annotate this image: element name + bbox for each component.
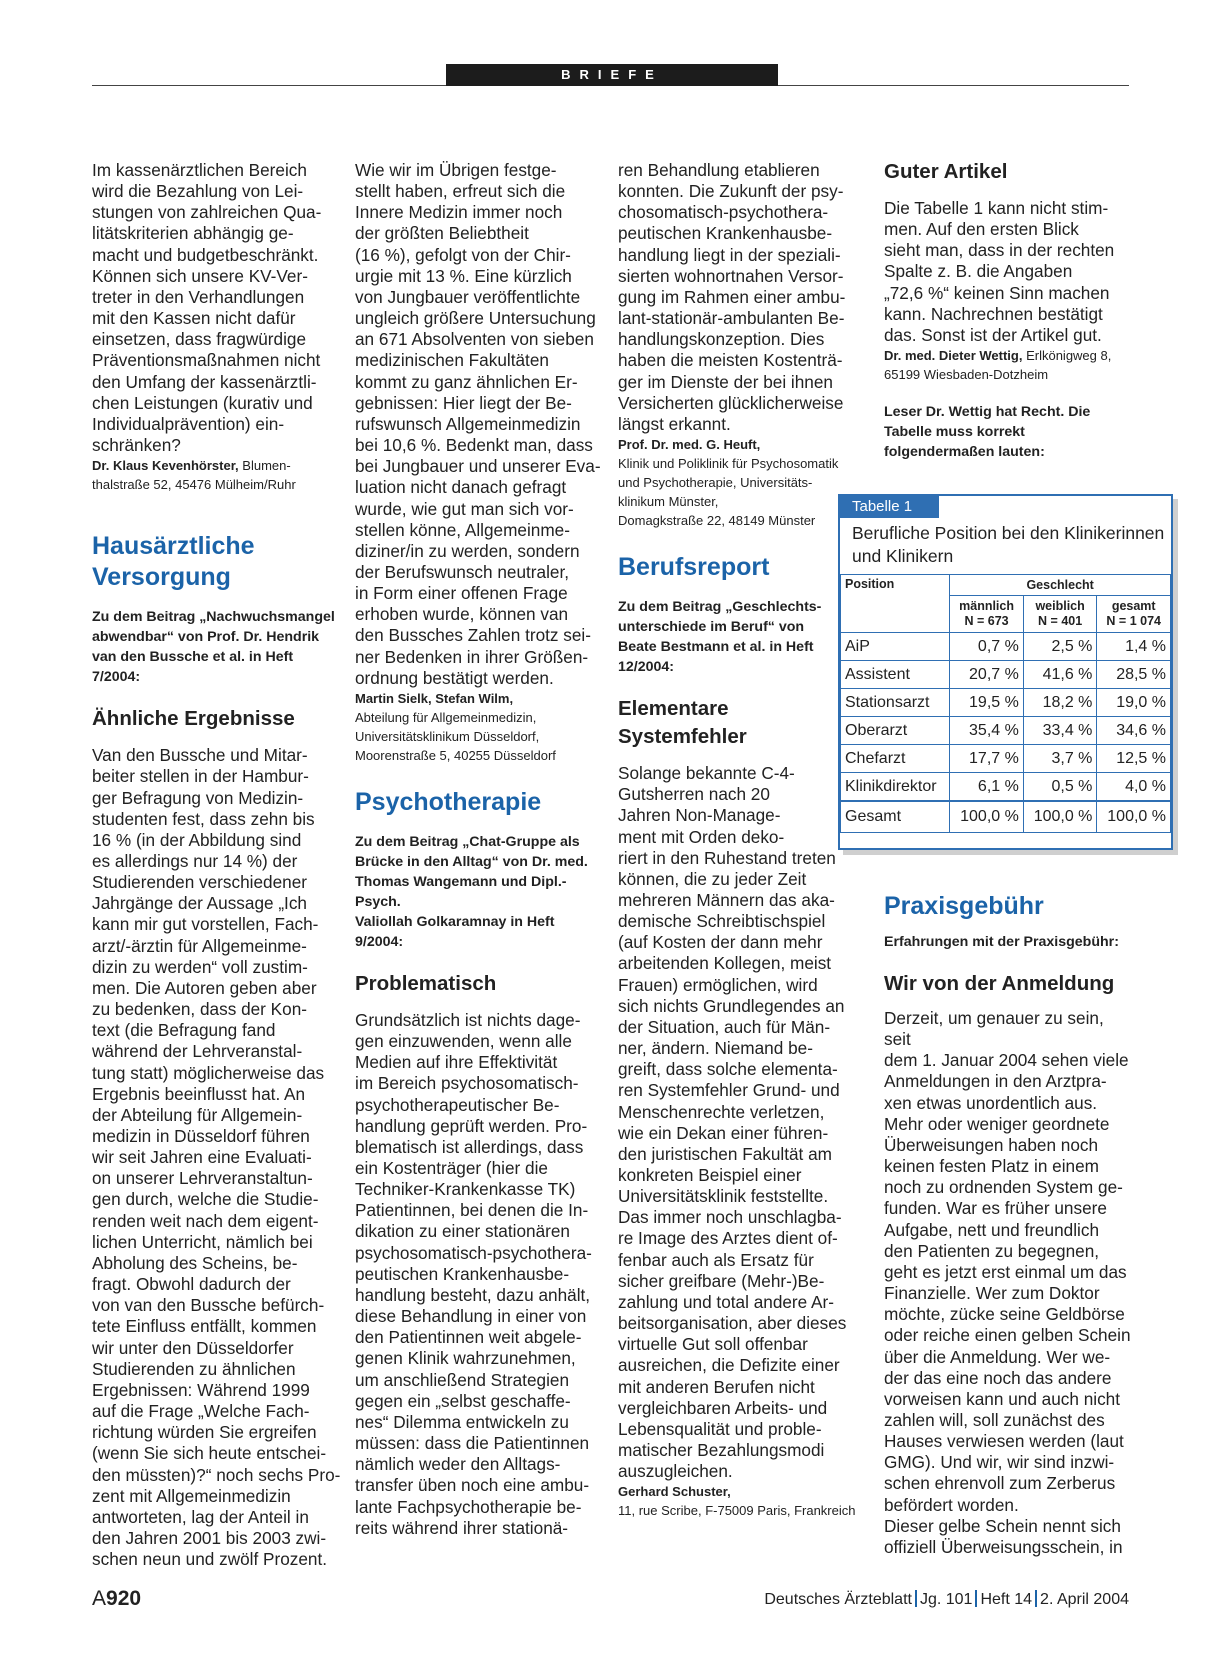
page-number: A920 (92, 1587, 142, 1610)
text-line: ein Kostenträger (hier die (355, 1158, 548, 1178)
letter-body-text (355, 1010, 610, 1539)
letter-body-text (618, 160, 868, 435)
text-line: Grundsätzlich ist nichts dage- (355, 1009, 581, 1030)
table-cell: 1,4 % (1097, 633, 1171, 661)
text-line: oder reiche einen gelben Schein (884, 1325, 1131, 1346)
text-line: unterschiede im Beruf“ von (618, 619, 805, 636)
signature-heuft: Prof. Dr. med. G. Heuft, (618, 437, 761, 453)
text-line: Solange bekannte C-4- (618, 763, 795, 784)
editorial-note (884, 402, 1134, 462)
text-line: kann. Nachrechnen bestätigt (884, 303, 1103, 324)
text-line: chosomatisch-psychothera- (618, 202, 829, 223)
table-head-male: männlich N = 673 (950, 596, 1024, 633)
text-line: Van den Bussche und Mitar- (92, 745, 308, 766)
text-line: schen ehrenvoll zum Zerberus (884, 1473, 1116, 1494)
table-row (841, 633, 1171, 661)
text-line: 9/2004: (355, 933, 404, 950)
text-line: rufswunsch Allgemeinmedizin (355, 413, 581, 434)
table-cell: 28,5 % (1097, 661, 1171, 689)
column-1 (92, 160, 342, 1570)
heading-psychotherapie: Psychotherapie (355, 787, 542, 816)
text-line: Anmeldungen in den Arztpra- (884, 1071, 1107, 1092)
text-line: men. Die Autoren geben aber (92, 977, 317, 998)
text-line: auszugleichen. (618, 1461, 733, 1482)
text-line: der das eine noch das andere (884, 1367, 1112, 1388)
text-line: wird die Bezahlung von Lei- (92, 181, 304, 202)
text-line: und Psychotherapie, Universitäts- (618, 475, 813, 491)
subheading-elementare-systemfehler (618, 695, 868, 751)
text-line: ner, ändern. Niemand be- (618, 1038, 813, 1059)
text-line: noch zu ordnenden System ge- (884, 1177, 1123, 1198)
text-line: arzt/-ärztin für Allgemeinme- (92, 935, 307, 956)
table-cell: 41,6 % (1023, 661, 1097, 689)
text-line: fragt. Obwohl dadurch der (92, 1274, 291, 1295)
text-line: den Patientinnen weit abgele- (355, 1327, 582, 1348)
text-line: van den Bussche et al. in Heft 7/2004: (92, 649, 294, 686)
text-line: mit anderen Berufen nicht (618, 1376, 815, 1397)
table-title: Berufliche Position bei den Klinikerinnen und Klinikern (852, 523, 1165, 566)
text-line: gebnissen: Hier liegt der Be- (355, 392, 572, 413)
table-head-position: Position (841, 575, 950, 633)
text-line: Moorenstraße 5, 40255 Düsseldorf (355, 747, 556, 763)
text-line: stungen von zahlreichen Qua- (92, 202, 322, 223)
text-line: ordnung bestätigt werden. (355, 667, 554, 688)
letter-intro-text (92, 160, 342, 456)
text-line: Abholung des Scheins, be- (92, 1252, 298, 1273)
text-line: kommt zu ganz ähnlichen Er- (355, 371, 578, 392)
text-line: peutischen Krankenhausbe- (618, 223, 833, 244)
text-line: beiter stellen in der Hambur- (92, 766, 309, 787)
text-line: mit den Kassen nicht dafür (92, 308, 296, 329)
text-line: Medien auf ihre Effektivität (355, 1052, 558, 1073)
table-cell: 3,7 % (1023, 745, 1097, 773)
text-line: handlung liegt in der speziali- (618, 244, 841, 265)
text-line: Studierenden verschiedener (92, 872, 307, 893)
text-line: über die Anmeldung. Wer we- (884, 1346, 1111, 1367)
text-line: nämlich weder den Alltags- (355, 1454, 561, 1475)
text-line: der größten Beliebtheit (355, 223, 529, 244)
table-cell: AiP (841, 633, 950, 661)
table-cell: 12,5 % (1097, 745, 1171, 773)
text-line: psychotherapeutischer Be- (355, 1094, 560, 1115)
text-line: den Jahren 2001 bis 2003 zwi- (92, 1527, 327, 1548)
text-line: Thomas Wangemann und Dipl.-Psych. (355, 873, 567, 910)
table-row (841, 745, 1171, 773)
table-cell: 19,0 % (1097, 689, 1171, 717)
text-line: text (die Befragung fand (92, 1020, 276, 1041)
text-line: möchte, zücke seine Geldbörse (884, 1304, 1125, 1325)
text-line: (wenn Sie sich heute entschei- (92, 1443, 327, 1464)
text-line: Ergebnissen: Während 1999 (92, 1379, 310, 1400)
text-line: Menschenrechte verletzen, (618, 1101, 825, 1122)
text-line: sieht man, dass in der rechten (884, 240, 1115, 261)
text-line: Systemfehler (618, 725, 747, 749)
text-line: handlungskonzeption. Dies (618, 329, 825, 350)
text-line: ner Bedenken in ihrer Größen- (355, 646, 589, 667)
table-cell: 2,5 % (1023, 633, 1097, 661)
text-line: „72,6 %“ keinen Sinn machen (884, 282, 1110, 303)
text-line: mehreren Männern das aka- (618, 889, 835, 910)
text-line: on unserer Lehrveranstaltun- (92, 1168, 313, 1189)
text-line: 12/2004: (618, 659, 675, 676)
text-line: vergleichbaren Arbeits- und (618, 1397, 828, 1418)
text-line: handlung geprüft werden. Pro- (355, 1115, 588, 1136)
text-line: den Umfang der kassenärztli- (92, 371, 317, 392)
text-line: ren Behandlung etablieren (618, 160, 820, 180)
heading-berufsreport: Berufsreport (618, 553, 770, 582)
text-line: gen durch, welche die Studie- (92, 1189, 319, 1210)
text-line: Zu dem Beitrag „Geschlechts- (618, 599, 822, 616)
text-line: Beate Bestmann et al. in Heft (618, 639, 814, 656)
table-cell: 100,0 % (950, 801, 1024, 833)
text-line: Universitätsklinikum Düsseldorf, (355, 728, 540, 744)
text-line: einsetzen, dass fragwürdige (92, 329, 307, 350)
table-cell: 0,7 % (950, 633, 1024, 661)
text-line: wir seit Jahren eine Evaluati- (92, 1147, 312, 1168)
text-line: psychosomatisch-psychothera- (355, 1242, 592, 1263)
table-cell: 35,4 % (950, 717, 1024, 745)
subheading-wir-von-der-anmeldung: Wir von der Anmeldung (884, 972, 1115, 995)
text-line: renden weit nach dem eigent- (92, 1210, 319, 1231)
text-line: bei 10,6 %. Bedenkt man, dass (355, 435, 593, 456)
table-cell: Klinikdirektor (841, 773, 950, 802)
article-reference: Erfahrungen mit der Praxisgebühr: (884, 934, 1119, 950)
subheading-aehnliche-ergebnisse: Ähnliche Ergebnisse (92, 707, 295, 731)
text-line: greift, dass solche elementa- (618, 1059, 838, 1080)
text-line: ausreichen, die Defizite einer (618, 1355, 840, 1376)
text-line: Domagkstraße 22, 48149 Münster (618, 513, 816, 529)
letter-body-text (884, 1008, 1134, 1558)
text-line: abwendbar“ von Prof. Dr. Hendrik (92, 629, 320, 646)
text-line: gegen ein „selbst geschaffe- (355, 1390, 571, 1411)
text-line: zahlen will, soll zunächst des (884, 1409, 1105, 1430)
text-line: tung statt) möglicherweise das (92, 1062, 325, 1083)
text-line: Mehr oder weniger geordnete (884, 1113, 1110, 1134)
signature-address (355, 708, 610, 765)
text-line: von van den Bussche befürch- (92, 1295, 325, 1316)
table-row-total (841, 801, 1171, 833)
text-line: zahlung und total andere Ar- (618, 1291, 834, 1312)
column-4 (884, 158, 1134, 462)
text-line: von Jungbauer veröffentlichte (355, 286, 581, 307)
text-line: diese Behandlung in einer von (355, 1306, 587, 1327)
text-line: zent mit Allgemeinmedizin (92, 1485, 291, 1506)
text-line: men. Auf den ersten Blick (884, 219, 1079, 240)
text-line: beitsorganisation, aber dieses (618, 1313, 847, 1334)
text-line: gung im Rahmen einer ambu- (618, 286, 846, 307)
table-row (841, 773, 1171, 802)
text-line: konnten. Die Zukunft der psy- (618, 181, 844, 202)
text-line: re Image des Arztes dient of- (618, 1228, 838, 1249)
text-line: während der Lehrveranstal- (92, 1041, 303, 1062)
text-line: der Abteilung für Allgemein- (92, 1104, 303, 1125)
text-line: Studierenden zu ähnlichen (92, 1358, 296, 1379)
signature-address (618, 454, 868, 530)
subheading-problematisch: Problematisch (355, 971, 497, 995)
text-line: sicher greifbare (Mehr-)Be- (618, 1270, 825, 1291)
text-line: matischer Bezahlungsmodi (618, 1440, 825, 1461)
text-line: Jahrgänge der Aussage „Ich (92, 893, 307, 914)
text-line: im Bereich psychosomatisch- (355, 1073, 579, 1094)
table-head-female: weiblich N = 401 (1023, 596, 1097, 633)
text-line: Individualprävention) ein- (92, 413, 285, 434)
table-head-total: gesamt N = 1 074 (1097, 596, 1171, 633)
table-cell: 4,0 % (1097, 773, 1171, 802)
text-line: (auf Kosten der dann mehr (618, 932, 823, 953)
table-head-group: Geschlecht (950, 575, 1171, 596)
text-line: wie ein Dekan einer führen- (618, 1122, 829, 1143)
text-line: urgie mit 13 %. Eine kürzlich (355, 265, 572, 286)
text-line: Überweisungen haben noch (884, 1134, 1099, 1155)
text-line: es allerdings nur 14 %) der (92, 850, 298, 871)
text-line: funden. War es früher unsere (884, 1198, 1107, 1219)
text-line: Die Tabelle 1 kann nicht stim- (884, 198, 1109, 218)
text-line: sierten wohnortnahen Versor- (618, 265, 844, 286)
text-line: stellen könne, Allgemeinme- (355, 519, 570, 540)
table-cell: Oberarzt (841, 717, 950, 745)
table-cell: Assistent (841, 661, 950, 689)
text-line: Hauses verwiesen werden (laut (884, 1431, 1124, 1452)
text-line: den Bussches Zahlen trotz sei- (355, 625, 591, 646)
text-line: den müssten)?“ noch sechs Pro- (92, 1464, 341, 1485)
letter-body-text (355, 160, 610, 689)
journal-info: Deutsches Ärzteblatt Jg. 101 Heft 14 2. April 2004 (764, 1591, 1129, 1608)
text-line: dem 1. Januar 2004 sehen viele (884, 1050, 1129, 1071)
text-line: zu bedenken, dass der Kon- (92, 999, 307, 1020)
text-line: wurde, wie gut man sich vor- (355, 498, 574, 519)
text-line: virtuelle Gut soll offenbar (618, 1334, 808, 1355)
text-line: Innere Medizin immer noch (355, 202, 563, 223)
text-line: Lebensqualität und proble- (618, 1418, 822, 1439)
text-line: Derzeit, um genauer zu sein, seit (884, 1008, 1104, 1050)
text-line: Können sich unsere KV-Ver- (92, 265, 308, 286)
heading-hausaerztliche-versorgung: Hausärztliche Versorgung (92, 532, 255, 592)
table-cell: 6,1 % (950, 773, 1024, 802)
text-line: auf die Frage „Welche Fach- (92, 1401, 310, 1422)
table-cell: Gesamt (841, 801, 950, 833)
text-line: erhoben wurde, können van (355, 604, 569, 625)
text-line: Tabelle muss korrekt (884, 424, 1025, 441)
text-line: 16 % (in der Abbildung sind (92, 829, 302, 850)
article-reference (92, 607, 342, 687)
text-line: Präventionsmaßnahmen nicht (92, 350, 321, 371)
column-3 (618, 160, 868, 1520)
text-line: der Berufswunsch neutraler, (355, 561, 570, 582)
text-line: den Patienten zu begegnen, (884, 1240, 1100, 1261)
text-line: studenten fest, dass zehn bis (92, 808, 315, 829)
letter-body-text (92, 745, 342, 1570)
text-line: um anschließend Strategien (355, 1369, 570, 1390)
text-line: Zu dem Beitrag „Nachwuchsmangel (92, 609, 335, 626)
column-4-lower (884, 891, 1134, 1558)
text-line: chen Leistungen (kurativ und (92, 392, 313, 413)
text-line: xen etwas unordentlich aus. (884, 1092, 1098, 1113)
table-row (841, 661, 1171, 689)
text-line: Brücke in den Alltag“ von Dr. med. (355, 853, 588, 870)
text-line: vorweisen kann und auch nicht (884, 1388, 1121, 1409)
text-line: ren Systemfehler Grund- und (618, 1080, 840, 1101)
text-line: Das immer noch unschlagba- (618, 1207, 842, 1228)
text-line: (16 %), gefolgt von der Chir- (355, 244, 571, 265)
text-line: richtung würden Sie ergreifen (92, 1422, 317, 1443)
text-line: Elementare (618, 697, 729, 721)
text-line: ger Befragung von Medizin- (92, 787, 304, 808)
table-row (841, 717, 1171, 745)
text-line: gen einzuwenden, wenn alle (355, 1031, 572, 1052)
text-line: Universitätsklinik feststellte. (618, 1186, 829, 1207)
text-line: ungleich größere Untersuchung (355, 308, 596, 329)
text-line: keinen festen Platz in einem (884, 1156, 1099, 1177)
text-line: peutischen Krankenhausbe- (355, 1263, 570, 1284)
table-cell: 33,4 % (1023, 717, 1097, 745)
text-line: den juristischen Fakultät am (618, 1143, 832, 1164)
heading-praxisgebuehr: Praxisgebühr (884, 892, 1044, 920)
text-line: ger im Dienste der bei ihnen (618, 371, 833, 392)
text-line: schen neun und zwölf Prozent. (92, 1549, 328, 1570)
table-label: Tabelle 1 (840, 496, 939, 518)
table-cell: 17,7 % (950, 745, 1024, 773)
text-line: in Form einer offenen Frage (355, 583, 568, 604)
column-2 (355, 160, 610, 1539)
text-line: an 671 Absolventen von sieben (355, 329, 594, 350)
text-line: antworteten, lag der Anteil in (92, 1506, 309, 1527)
table-cell: Stationsarzt (841, 689, 950, 717)
article-reference (618, 597, 868, 677)
subheading-guter-artikel: Guter Artikel (884, 160, 1008, 183)
text-line: schränken? (92, 435, 181, 456)
text-line: stellt haben, erfreut sich die (355, 181, 566, 202)
text-line: Aufgabe, nett und freundlich (884, 1219, 1100, 1240)
text-line: Finanzielle. Wer zum Doktor (884, 1283, 1100, 1304)
text-line: haben die meisten Kostenträ- (618, 350, 843, 371)
text-line: Jahren Non-Manage- (618, 805, 781, 826)
text-line: Dieser gelbe Schein nennt sich (884, 1515, 1121, 1536)
text-line: Leser Dr. Wettig hat Recht. Die (884, 404, 1091, 421)
text-line: längst erkannt. (618, 413, 731, 434)
text-line: medizinischen Fakultäten (355, 350, 549, 371)
text-line: dikation zu einer stationären (355, 1221, 570, 1242)
signature-wettig: Dr. med. Dieter Wettig, Erlkönigweg 8, 65199 Wiesbaden-Dotzheim (884, 348, 1112, 383)
text-line: Zu dem Beitrag „Chat-Gruppe als (355, 833, 580, 850)
table-cell: Chefarzt (841, 745, 950, 773)
text-line: dizin zu werden“ voll zustim- (92, 956, 308, 977)
text-line: ment mit Orden deko- (618, 826, 785, 847)
text-line: wir unter den Düsseldorfer (92, 1337, 294, 1358)
text-line: befördert worden. (884, 1494, 1019, 1515)
text-line: luation nicht danach gefragt (355, 477, 567, 498)
text-line: Im kassenärztlichen Bereich (92, 160, 307, 180)
text-line: litätskriterien abhängig ge- (92, 223, 294, 244)
letter-body-text (884, 198, 1134, 346)
text-line: Versicherten glücklicherweise (618, 392, 844, 413)
signature-sielk-wilm: Martin Sielk, Stefan Wilm, (355, 690, 514, 706)
text-line: reits während ihrer stationä- (355, 1517, 569, 1538)
text-line: bei Jungbauer und unserer Eva- (355, 456, 601, 477)
text-line: macht und budgetbeschränkt. (92, 244, 319, 265)
text-line: tete Einfluss entfällt, kommen (92, 1316, 317, 1337)
text-line: lante Fachpsychotherapie be- (355, 1496, 582, 1517)
table-cell: 100,0 % (1023, 801, 1097, 833)
letter-body-text (618, 763, 868, 1482)
text-line: lant-stationär-ambulanten Be- (618, 308, 845, 329)
table-cell: 19,5 % (950, 689, 1024, 717)
text-line: demische Schreibtischspiel (618, 911, 826, 932)
text-line: nes“ Dilemma entwickeln zu (355, 1411, 569, 1432)
table-1 (838, 494, 1173, 850)
text-line: Spalte z. B. die Angaben (884, 261, 1073, 282)
text-line: kann mir gut vorstellen, Fach- (92, 914, 319, 935)
text-line: Ergebnis beeinflusst hat. An (92, 1083, 306, 1104)
text-line: Gutsherren nach 20 (618, 784, 770, 805)
text-line: folgendermaßen lauten: (884, 444, 1045, 461)
text-line: konkreten Beispiel einer (618, 1165, 802, 1185)
table-cell: 34,6 % (1097, 717, 1171, 745)
text-line: genen Klinik wahrzunehmen, (355, 1348, 576, 1369)
text-line: GMG). Und wir, wir sind inzwi- (884, 1452, 1115, 1473)
text-line: lichen Unterricht, nämlich bei (92, 1231, 313, 1252)
text-line: riert in den Ruhestand treten (618, 847, 836, 868)
text-line: Frauen) ermöglichen, wird (618, 974, 818, 995)
text-line: Wie wir im Übrigen festge- (355, 160, 557, 180)
table-cell: 20,7 % (950, 661, 1024, 689)
text-line: sich nichts Grundlegendes an (618, 995, 845, 1016)
table-cell: 100,0 % (1097, 801, 1171, 833)
table-data (840, 574, 1171, 833)
text-line: können, die zu jeder Zeit (618, 868, 807, 889)
table-row (841, 689, 1171, 717)
text-line: arbeitenden Kollegen, meist (618, 953, 832, 974)
table-cell: 0,5 % (1023, 773, 1097, 802)
article-reference (355, 832, 610, 952)
text-line: Patientinnen, bei denen die In- (355, 1200, 589, 1221)
signature-kevenhoerster: Dr. Klaus Kevenhörster, Blumen- thalstraße 52, 45476 Mülheim/Ruhr (92, 458, 296, 493)
text-line: treter in den Verhandlungen (92, 286, 305, 307)
signature-schuster: Gerhard Schuster, 11, rue Scribe, F-75009 Paris, Frankreich (618, 1484, 856, 1519)
text-line: müssen: dass die Patientinnen (355, 1433, 590, 1454)
text-line: blematisch ist allerdings, dass (355, 1136, 584, 1157)
text-line: handlung besteht, dazu anhält, (355, 1284, 591, 1305)
text-line: das. Sonst ist der Artikel gut. (884, 324, 1102, 345)
text-line: Abteilung für Allgemeinmedizin, (355, 709, 537, 725)
text-line: offiziell Überweisungsschein, in (884, 1536, 1123, 1557)
text-line: Valiollah Golkaramnay in Heft (355, 913, 555, 930)
text-line: Klinik und Poliklinik für Psychosomatik (618, 456, 839, 472)
text-line: klinikum Münster, (618, 494, 719, 510)
text-line: fenbar auch als Ersatz für (618, 1249, 814, 1270)
text-line: medizin in Düsseldorf führen (92, 1126, 310, 1146)
section-title: BRIEFE (446, 64, 778, 86)
table-cell: 18,2 % (1023, 689, 1097, 717)
text-line: geht es jetzt erst einmal um das (884, 1261, 1127, 1282)
text-line: Techniker-Krankenkasse TK) (355, 1179, 576, 1200)
text-line: transfer üben noch eine ambu- (355, 1475, 590, 1496)
text-line: der Situation, auch für Män- (618, 1016, 831, 1037)
text-line: diziner/in zu werden, sondern (355, 540, 580, 561)
